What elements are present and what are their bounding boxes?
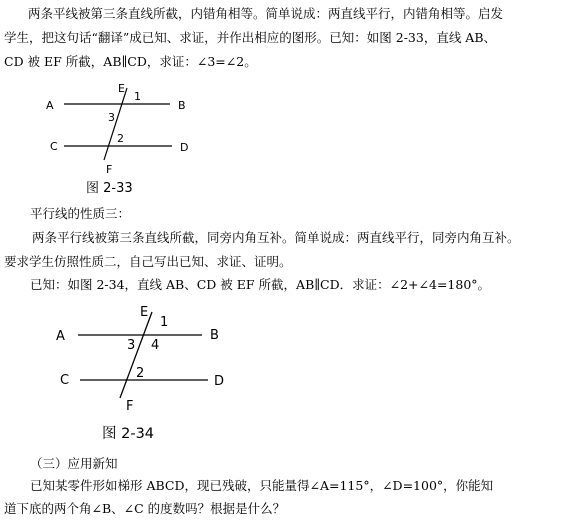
property3-line3: 已知：如图 2-34，直线 AB、CD 被 EF 所截，AB∥CD．求证：∠2+∠4=180°。 [30, 277, 491, 292]
label-c: C [60, 373, 70, 388]
label-4: 4 [151, 338, 160, 353]
application-line1: 已知某零件形如梯形 ABCD，现已残破，只能量得∠A=115°，∠D=100°，你能知 [30, 478, 494, 493]
figure-2-34 [0, 298, 260, 450]
property3-heading: 平行线的性质三： [30, 206, 131, 221]
label-e: E [140, 305, 149, 320]
label-c: C [50, 140, 58, 153]
para1-line3: CD 被 EF 所截，AB∥CD，求证：∠3=∠2。 [4, 54, 257, 69]
label-b: B [210, 328, 219, 343]
label-e: E [118, 82, 125, 95]
line-ef [104, 88, 127, 160]
property3-line2: 要求学生仿照性质二，自己写出已知、求证、证明。 [4, 254, 292, 269]
label-2: 2 [136, 366, 145, 381]
para1-line1: 两条平线被第三条直线所截，内错角相等。简单说成：两直线平行，内错角相等。启发 [28, 6, 504, 21]
figure-2-33-caption: 图 2-33 [86, 181, 133, 196]
label-3: 3 [108, 111, 115, 124]
label-3: 3 [127, 338, 136, 353]
label-d: D [214, 374, 225, 389]
label-d: D [180, 141, 189, 154]
label-2: 2 [117, 132, 124, 145]
label-1: 1 [160, 315, 169, 330]
figure-2-34-caption: 图 2-34 [102, 426, 155, 442]
label-b: B [178, 99, 186, 112]
figure-2-33 [0, 78, 260, 198]
application-line2: 道下底的两个角∠B、∠C 的度数吗？根据是什么？ [4, 501, 286, 516]
line-ef [120, 312, 152, 398]
application-heading: （三）应用新知 [30, 456, 118, 471]
label-1: 1 [134, 90, 141, 103]
label-f: F [126, 399, 134, 414]
para1-line2: 学生，把这句话“翻译”成已知、求证，并作出相应的图形。已知：如图 2-33，直线 AB、 [4, 30, 497, 45]
label-f: F [106, 163, 113, 176]
label-a: A [56, 329, 65, 344]
label-a: A [46, 99, 54, 112]
property3-line1: 两条平行线被第三条直线所截，同旁内角互补。简单说成：两直线平行，同旁内角互补。 [32, 230, 520, 245]
